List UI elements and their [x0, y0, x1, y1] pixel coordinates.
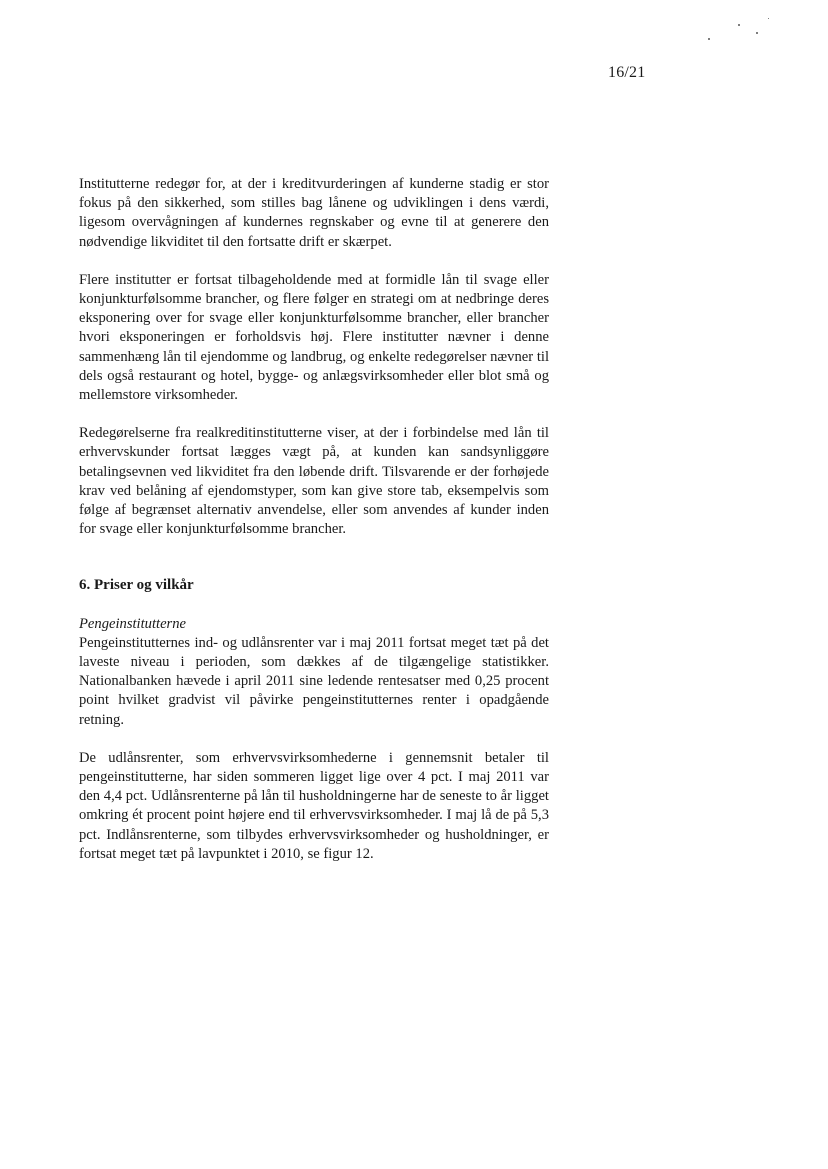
scan-speck [756, 32, 758, 34]
scan-speck [738, 24, 740, 26]
page-number: 16/21 [608, 64, 646, 81]
section-heading: 6. Priser og vilkår [79, 577, 194, 594]
scan-speck [768, 18, 769, 19]
document-body [79, 175, 549, 883]
paragraph-sector-exposure: Flere institutter er fortsat tilbageholdende med at formidle lån til svage eller konjunkturfølsomme brancher, og flere følger en strategi om at nedbringe deres eksponering over for svage eller konjunkturfølsomme brancher, eller brancher hvori eksponeringen er forholdsvis høj. Flere institutter nævner i denne sammenhæng lån til ejendomme og landbrug, og enkelte redegørelser nævner til dels også restaurant og hotel, bygge- og anlægsvirksomheder eller blot små og mellemstore virksomheder. [79, 271, 549, 404]
scan-speck [708, 38, 710, 40]
subheading: Pengeinstitutterne [79, 615, 186, 632]
paragraph-lending-rates: De udlånsrenter, som erhvervsvirksomhederne i gennemsnit betaler til pengeinstitutterne, har siden sommeren ligget lige over 4 pct. I maj 2011 var den 4,4 pct. Udlånsrenterne på lån til husholdningerne har de seneste to år ligget omkring ét procent point højere end til erhvervsvirksomheder. I maj lå de på 5,3 pct. Indlånsrenterne, som tilbydes erhvervsvirksomheder og husholdninger, er fortsat meget tæt på lavpunktet i 2010, se figur 12. [79, 749, 549, 862]
paragraph-credit-assessment: Institutterne redegør for, at der i kreditvurderingen af kunderne stadig er stor fokus på den sikkerhed, som stilles bag lånene og udviklingen i dens værdi, ligesom overvågningen af kundernes regnskaber og evne til at generere den nødvendige likviditet til den fortsatte drift er skærpet. [79, 176, 549, 250]
paragraph-interest-rates: Pengeinstitutternes ind- og udlånsrenter var i maj 2011 fortsat meget tæt på det laveste niveau i perioden, som dækkes af de tilgængelige statistikker. Nationalbanken hævede i april 2011 sine ledende rentesatser med 0,25 procent point hvilket gradvist vil påvirke pengeinstitutternes renter i opadgående retning. [79, 634, 549, 728]
paragraph-mortgage-institutions: Redegørelserne fra realkreditinstitutterne viser, at der i forbindelse med lån til erhvervskunder fortsat lægges vægt på, at kunden kan sandsynliggøre betalingsevnen ved likviditet fra den løbende drift. Tilsvarende er der forhøjede krav ved belåning af ejendomstyper, som kan give store tab, eksempelvis som følge af begrænset alternativ anvendelse, eller som anvendes af kunder inden for svage eller konjunkturfølsomme brancher. [79, 425, 549, 538]
